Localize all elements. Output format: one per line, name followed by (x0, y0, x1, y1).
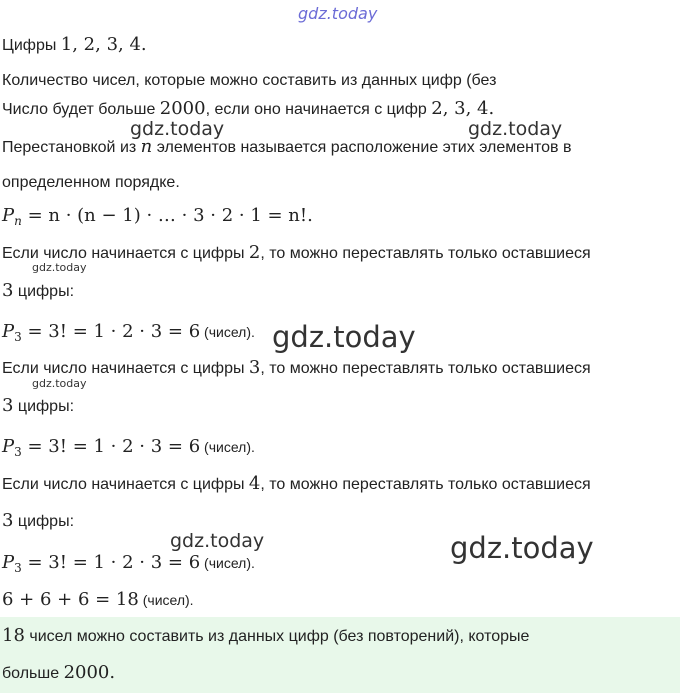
math: 18 (2, 625, 25, 646)
math: 1, 2, 3, 4. (60, 34, 147, 55)
math: 3 (2, 395, 14, 416)
text-line (2, 35, 147, 56)
math: P (2, 205, 15, 226)
math-subscript: 3 (14, 445, 22, 459)
math-subscript: 3 (14, 561, 22, 575)
formula (2, 590, 194, 611)
line-text: Количество чисел, которые можно составить из данных цифр (без (2, 72, 497, 89)
math: P (2, 436, 15, 457)
math-subscript: n (14, 214, 22, 228)
math: 2000 (159, 98, 206, 119)
watermark: gdz.today (130, 118, 225, 140)
line-text: Если число начинается с цифры (2, 245, 249, 262)
unit-text: (чисел). (200, 439, 255, 455)
text-line (2, 243, 591, 264)
math: 6 + 6 + 6 = 18 (2, 589, 139, 610)
math: = 3! = 1 · 2 · 3 = 6 (21, 552, 201, 573)
text-line (2, 281, 74, 302)
answer-line (2, 626, 529, 647)
text-line (2, 137, 571, 158)
line-text: Если число начинается с цифры (2, 476, 249, 493)
unit-text: (чисел). (200, 324, 255, 340)
line-text: цифры: (13, 398, 75, 415)
watermark: gdz.today (298, 4, 378, 23)
unit-text: (чисел). (138, 592, 194, 608)
formula (2, 206, 313, 231)
watermark: gdz.today (450, 531, 594, 565)
line-text: , если оно начинается с цифр (205, 101, 432, 118)
math: P (2, 321, 15, 342)
line-text: Перестановкой из (2, 139, 141, 156)
text-line (2, 173, 180, 193)
formula (2, 322, 255, 347)
unit-text: (чисел). (200, 555, 255, 571)
answer-line (2, 663, 115, 684)
line-text: определенном порядке. (2, 174, 180, 191)
formula (2, 437, 255, 462)
math: 3 (2, 510, 14, 531)
math: = n · (n − 1) · … · 3 · 2 · 1 = n!. (21, 205, 313, 226)
line-text: Если число начинается с цифры (2, 360, 249, 377)
watermark: gdz.today (32, 261, 87, 274)
line-text: , то можно переставлять только оставшиеся (260, 476, 591, 493)
line-text: элементов называется расположение этих элементов в (152, 139, 572, 156)
text-line (2, 99, 494, 120)
text-line (2, 396, 74, 417)
line-text: цифры: (13, 513, 75, 530)
text-line (2, 71, 496, 91)
math: n (140, 136, 153, 157)
math: = 3! = 1 · 2 · 3 = 6 (21, 321, 201, 342)
text-line (2, 474, 591, 495)
text-line (2, 511, 74, 532)
line-text: , то можно переставлять только оставшиеся (260, 245, 591, 262)
line-text: цифры: (13, 283, 75, 300)
math: = 3! = 1 · 2 · 3 = 6 (21, 436, 201, 457)
line-text: чисел можно составить из данных цифр (без повторений), которые (24, 628, 530, 645)
math: P (2, 552, 15, 573)
text-line (2, 358, 591, 379)
watermark: gdz.today (32, 377, 87, 390)
formula (2, 553, 255, 578)
watermark: gdz.today (468, 118, 563, 140)
watermark: gdz.today (272, 320, 416, 354)
math: 2 (248, 242, 261, 263)
math: 3 (2, 280, 14, 301)
line-text: больше (2, 665, 64, 682)
answer-box (0, 617, 680, 693)
math: 4 (248, 473, 261, 494)
math-subscript: 3 (14, 330, 22, 344)
line-text: , то можно переставлять только оставшиеся (260, 360, 591, 377)
math: 3 (248, 357, 261, 378)
line-text: Цифры (2, 37, 61, 54)
math: 2, 3, 4. (431, 98, 495, 119)
math: 2000. (63, 662, 116, 683)
line-text: Число будет больше (2, 101, 160, 118)
watermark: gdz.today (170, 530, 265, 552)
